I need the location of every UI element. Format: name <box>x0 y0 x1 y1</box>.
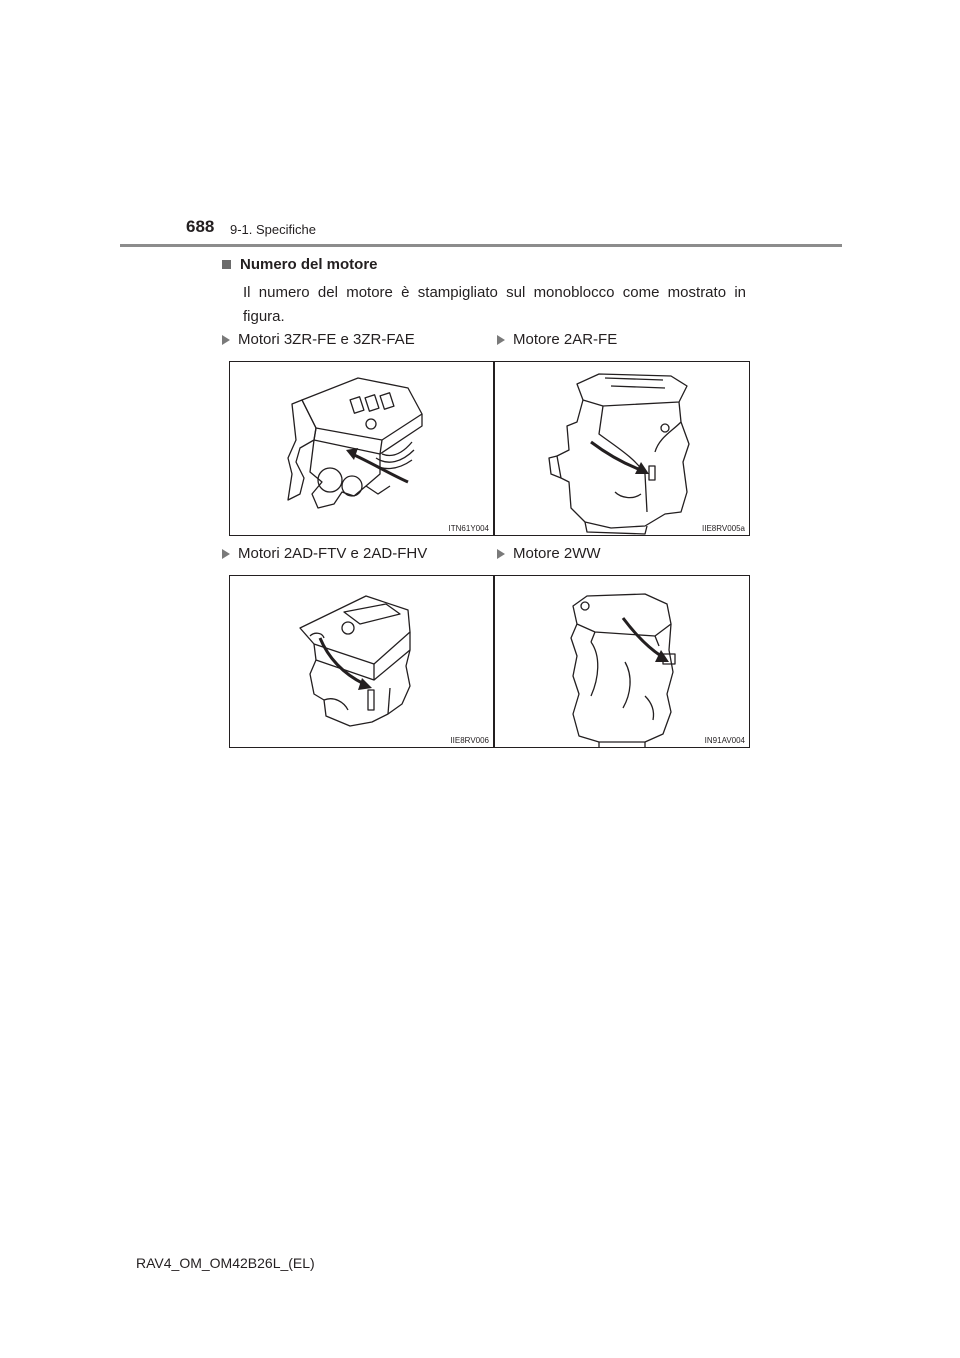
figure-panel-2 <box>494 361 750 536</box>
engine-illustration-2ad <box>230 576 495 749</box>
figure-caption-text: Motori 3ZR-FE e 3ZR-FAE <box>238 331 415 348</box>
header-rule <box>120 244 842 247</box>
figure-image-id: IN91AV004 <box>704 736 745 745</box>
subheading <box>222 256 378 273</box>
triangle-bullet-icon <box>497 549 505 559</box>
section-title: 9-1. Specifiche <box>230 222 316 237</box>
engine-illustration-3zr <box>230 362 495 537</box>
figure-panel-1 <box>229 361 494 536</box>
figure-caption-3 <box>222 545 427 562</box>
engine-illustration-2ww <box>495 576 751 749</box>
engine-illustration-2ar <box>495 362 751 537</box>
figure-image-id: ITN61Y004 <box>448 524 489 533</box>
body-paragraph: Il numero del motore è stampigliato sul monoblocco come mostrato in figura. <box>243 284 746 325</box>
figure-caption-text: Motore 2AR-FE <box>513 331 618 348</box>
square-bullet-icon <box>222 260 231 269</box>
figure-image-id: IIE8RV006 <box>450 736 489 745</box>
figure-panel-4 <box>494 575 750 748</box>
triangle-bullet-icon <box>497 335 505 345</box>
figure-caption-text: Motore 2WW <box>513 545 601 562</box>
figure-caption-text: Motori 2AD-FTV e 2AD-FHV <box>238 545 428 562</box>
figure-caption-2 <box>497 331 617 348</box>
figure-panel-3 <box>229 575 494 748</box>
figure-image-id: IIE8RV005a <box>702 524 745 533</box>
figure-caption-1 <box>222 331 415 348</box>
figure-caption-4 <box>497 545 601 562</box>
page-number: 688 <box>186 217 215 236</box>
triangle-bullet-icon <box>222 335 230 345</box>
triangle-bullet-icon <box>222 549 230 559</box>
subheading-text: Numero del motore <box>240 256 378 273</box>
document-code: RAV4_OM_OM42B26L_(EL) <box>136 1255 315 1271</box>
